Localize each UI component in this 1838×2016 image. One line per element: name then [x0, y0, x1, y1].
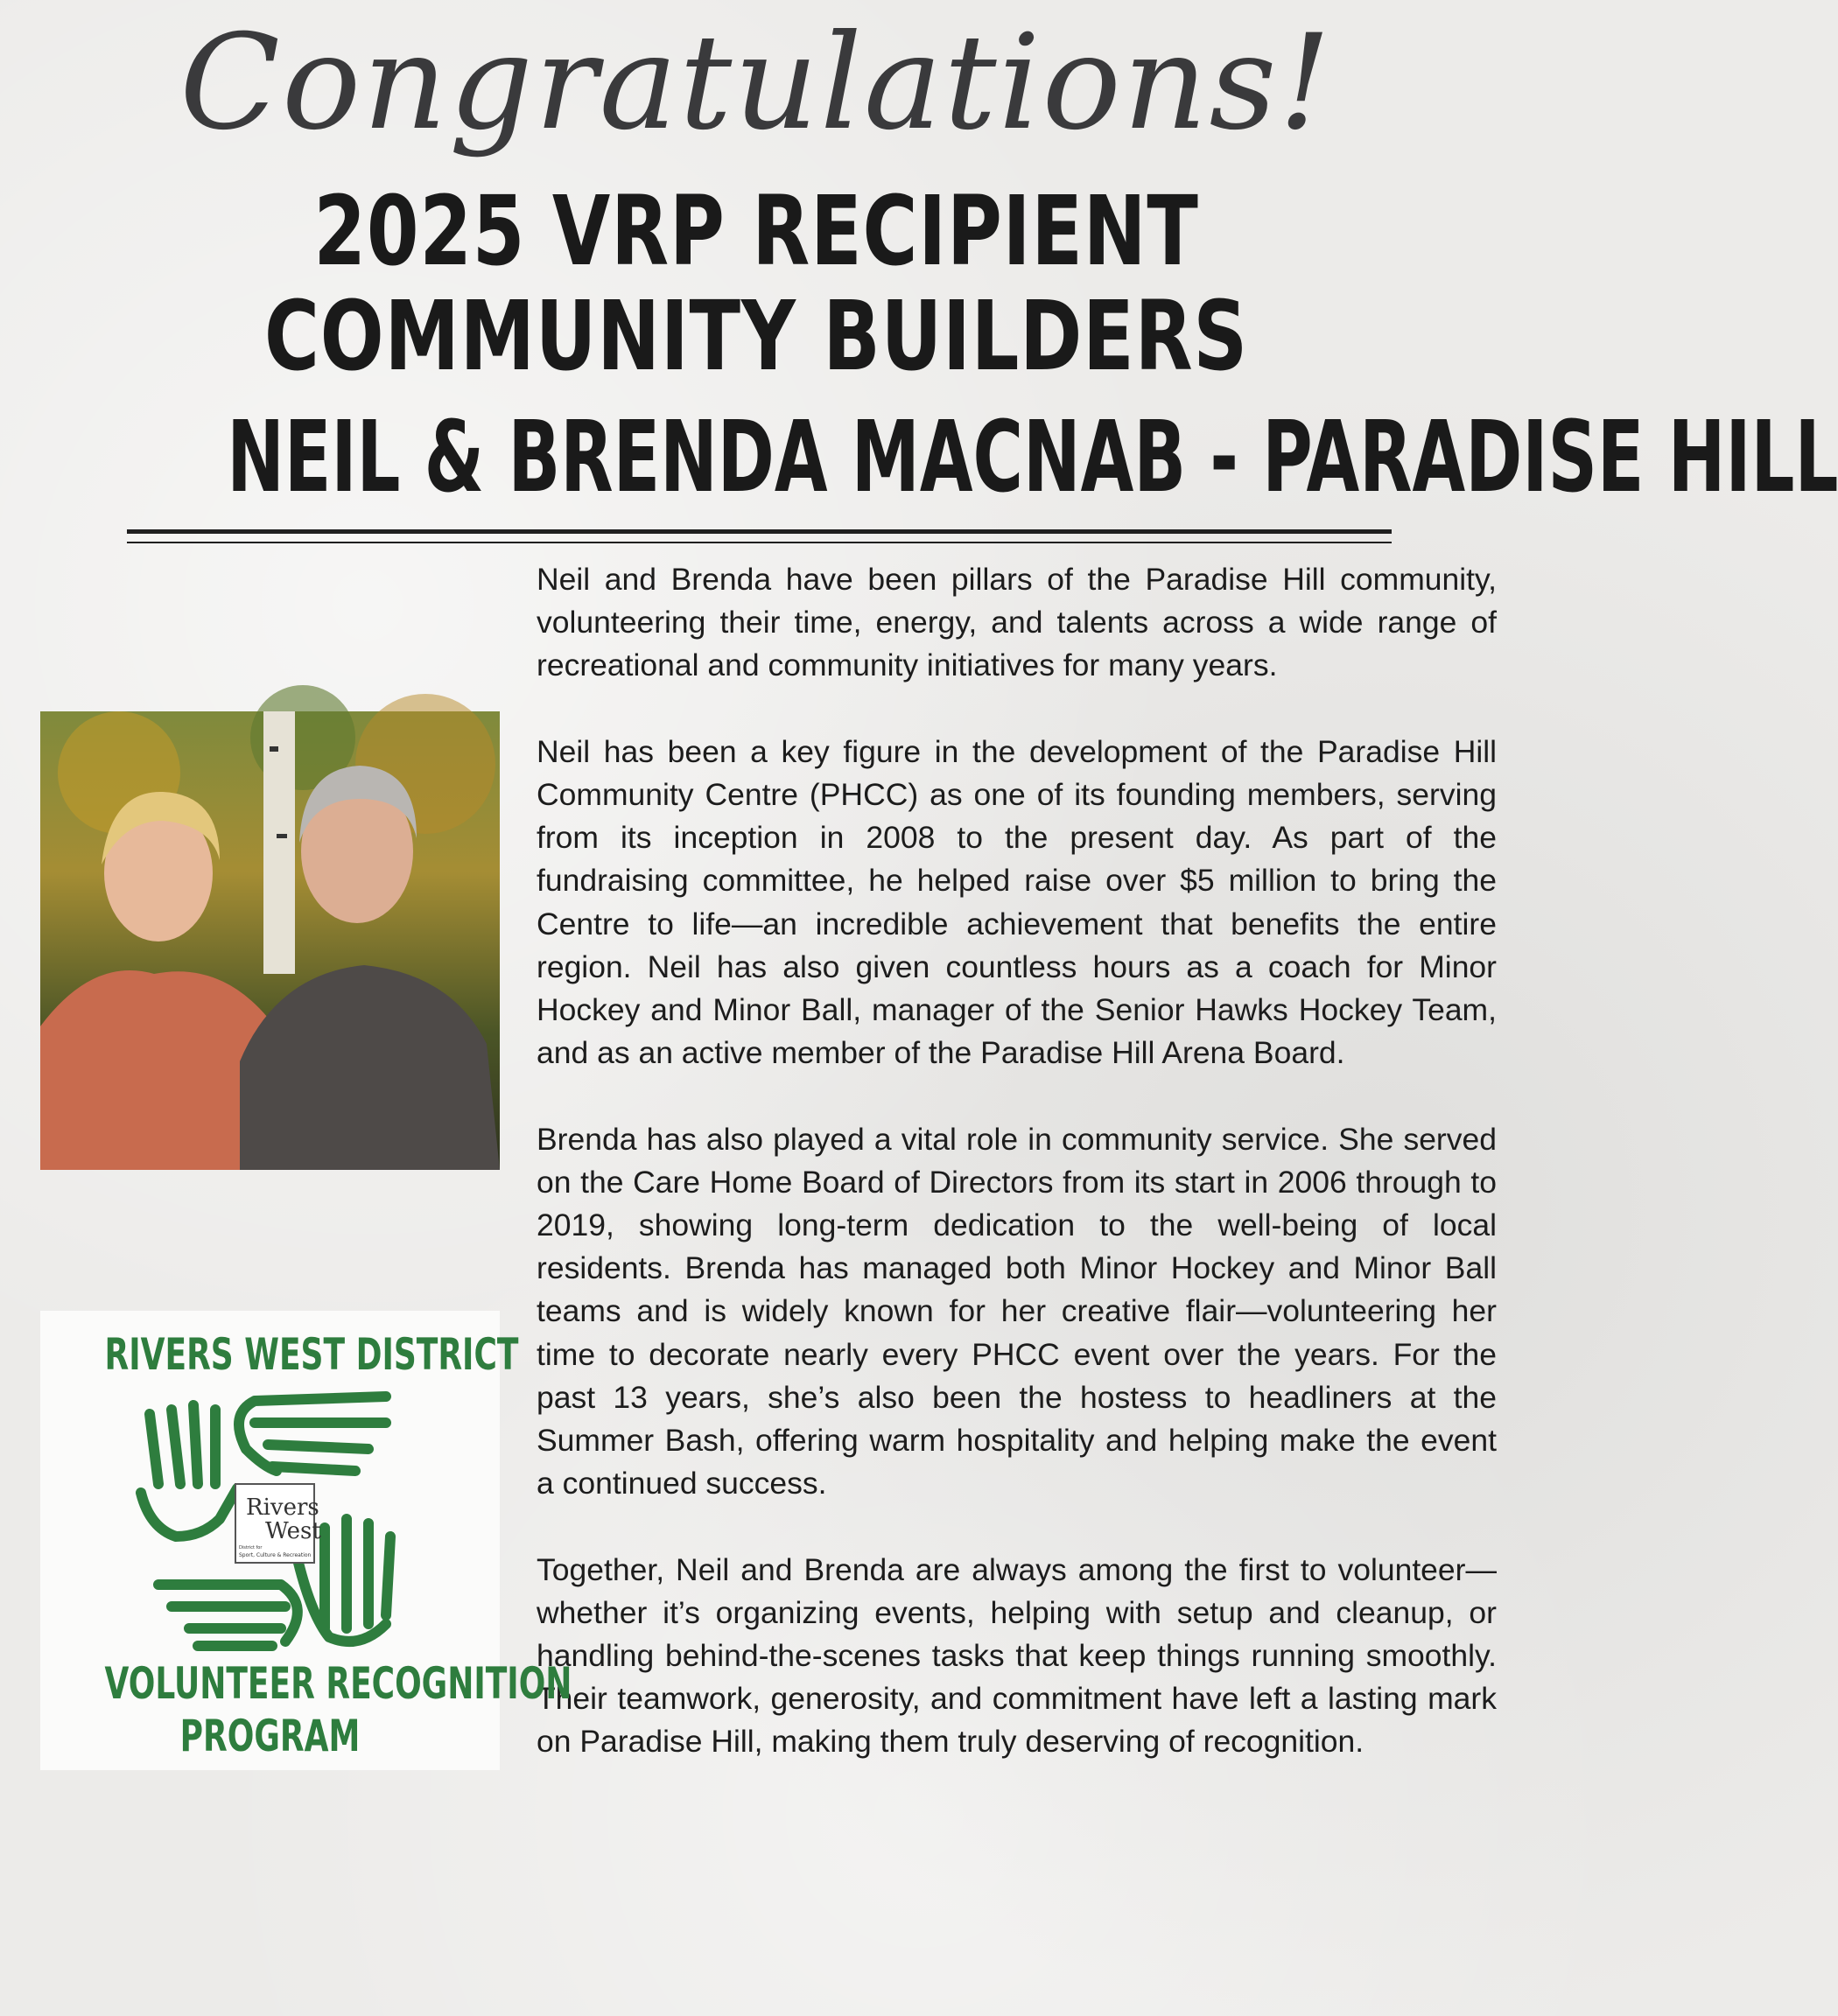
heading-recipient: 2025 VRP RECIPIENT — [313, 175, 1199, 287]
badge-sub-text: Sport, Culture & Recreation — [239, 1552, 312, 1558]
logo-bottom-line1: VOLUNTEER RECOGNITION — [104, 1658, 572, 1709]
paragraph-brenda: Brenda has also played a vital role in community service. She served on the Care Home Board of Directors from its start in 2006 through to 2019, showing long-term dedication to the well-being of local residents. Brenda has managed both Minor Hockey and Minor Ball teams and is widely known for her creative flair—volunteering her time to decorate nearly every PHCC event over the years. For the past 13 years, she’s also been the hostess to headliners at the Summer Bash, offering warm hospitality and helping make the event a continued success. — [537, 1121, 1497, 1502]
body-text — [537, 558, 1497, 1764]
badge-rivers-text: Rivers — [246, 1494, 319, 1521]
divider-thin — [127, 542, 1392, 543]
vrp-logo — [40, 1311, 572, 1770]
logo-top-text: RIVERS WEST DISTRICT — [104, 1329, 519, 1380]
paragraph-neil: Neil has been a key figure in the development of the Paradise Hill Community Centre (PHCC) as one of its founding members, serving from its inception in 2008 to the present day. As part of the fundraising committee, he helped raise over $5 million to bring the Centre to life—an incredible achievement that benefits the entire region. Neil has also given countless hours as a coach for Minor Hockey and Minor Ball, manager of the Senior Hawks Hockey Team, and as an active member of the Paradise Hill Arena Board. — [537, 733, 1497, 1071]
congratulations-title: Congratulations! — [179, 7, 1333, 159]
recipients-photo — [40, 711, 500, 1170]
heading-award: COMMUNITY BUILDERS — [263, 280, 1249, 392]
badge-district-text: District for — [239, 1545, 263, 1550]
paragraph-intro: Neil and Brenda have been pillars of the Paradise Hill community, volunteering their time, energy, and talents across a wide range of recreational and community initiatives for many years. — [537, 562, 1497, 683]
hands-circle-icon — [123, 1388, 421, 1655]
recipients-photo-illustration — [40, 711, 500, 1170]
divider-thick — [127, 529, 1392, 534]
badge-west-text: West — [265, 1518, 321, 1544]
heading-recipients-name: NEIL & BRENDA MACNAB - PARADISE HILL — [227, 401, 1838, 514]
paragraph-together: Together, Neil and Brenda are always among the first to volunteer—whether it’s organizing events, helping with setup and cleanup, or handling behind-the-scenes tasks that keep things running smoothly. Their teamwork, generosity, and commitment have left a lasting mark on Paradise Hill, making them truly deserving of recognition. — [537, 1551, 1497, 1760]
logo-bottom-line2: PROGRAM — [179, 1711, 361, 1761]
